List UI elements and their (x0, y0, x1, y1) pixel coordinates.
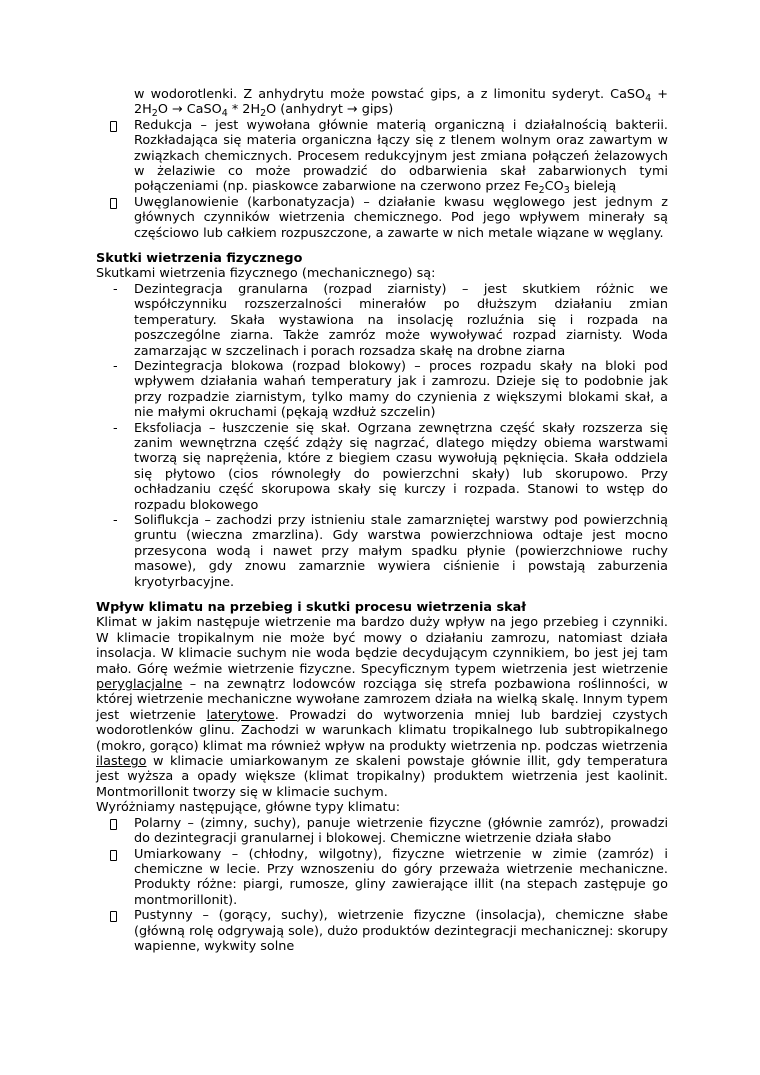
section-heading: Wpływ klimatu na przebieg i skutki procesu wietrzenia skał (96, 600, 527, 615)
list-item-text: Polarny – (zimny, suchy), panuje wietrzenie fizyczne (głównie zamróz), prowadzi do dezintegracji granularnej i blokowej. Chemiczne wietrzenie działa słabo (134, 815, 668, 847)
bullet-box-icon (110, 195, 134, 213)
list-item-text: Redukcja – jest wywołana głównie materią organiczną i działalnością bakterii. Rozkładająca się materia organiczna łączy się z tlenem wolnym oraz zawartym w związkach chemicznych. Procesem redukcyjnym jest zmiana połączeń żelazowych w żelaziwie co może prowadzić do odbarwienia skał zabarwionych tymi połączeniami (np. piaskowce zabarwione na czerwono przez Fe2CO3 bieleją (134, 117, 668, 196)
dash-icon: - (113, 420, 118, 436)
bullet-box-icon (110, 908, 134, 926)
list-item-text: Soliflukcja – zachodzi przy istnieniu stale zamarzniętej warstwy pod powierzchnią gruntu (wieczna zmarzlina). Gdy warstwa powierzchniowa odtaje jest mocno przesycona wodą i nawet przy małym spadku płynie (powierzchniowe ruchy masowe), gdy znowu zamarznie wywiera ciśnienie i powstają zaburzenia kryotyrbacyjne. (134, 512, 668, 590)
box-glyph-shape (110, 121, 117, 132)
subscript-text: 2 (151, 107, 158, 119)
box-glyph-shape (110, 911, 117, 922)
list-item (96, 908, 668, 954)
list-item-text: Umiarkowany – (chłodny, wilgotny), fizyczne wietrzenie w zimie (zamróz) i chemiczne w lecie. Przy wznoszeniu do góry przeważa wietrzenie mechaniczne. Produkty różne: piargi, rumosze, gliny zawierające illit (na stepach zastępuje go montmorillonit). (134, 846, 668, 908)
list-item (96, 421, 668, 513)
dash-icon: - (113, 358, 118, 374)
list-item (96, 513, 668, 590)
bullet-box-icon (110, 118, 134, 136)
dash-icon: - (113, 281, 118, 297)
subscript-text: 4 (221, 107, 228, 119)
box-glyph-shape (110, 819, 117, 830)
subscript-text: 2 (538, 184, 545, 196)
list-item-text: Dezintegracja granularna (rozpad ziarnisty) – jest skutkiem różnic we współczynniku rozszerzalności minerałów po dłuższym działaniu zmian temperatury. Skała wystawiona na insolację rozluźnia się i rozpada na poszczególne ziarna. Także zamróz może wywoływać rozpad ziarnisty. Woda zamarzając w szczelinach i porach rozsadza skałę na drobne ziarna (134, 281, 668, 359)
bullet-box-icon (110, 847, 134, 865)
bullet-box-icon (110, 816, 134, 834)
list-item-text: Eksfoliacja – łuszczenie się skał. Ogrzana zewnętrzna część skały rozszerza się zanim wewnętrzna część zdąży się nagrzać, dlatego między obiema warstwami tworzą się naprężenia, które z biegiem czasu wywołują pęknięcia. Skała oddziela się płytowo (cios równoległy do powierzchni skały) lub skorupowo. Przy ochładzaniu część skorupowa skały się kurczy i rozpada. Stanowi to wstęp do rozpadu blokowego (134, 420, 668, 513)
paragraph: Skutkami wietrzenia fizycznego (mechanicznego) są: (96, 266, 436, 282)
box-glyph-shape (110, 850, 117, 861)
list-item (96, 847, 668, 909)
paragraph: Wyróżniamy następujące, główne typy klimatu: (96, 800, 401, 816)
list-item (96, 195, 668, 241)
dash-icon: - (113, 512, 118, 528)
underlined-term: laterytowe (206, 707, 275, 723)
list-item-text: Dezintegracja blokowa (rozpad blokowy) – proces rozpadu skały na bloki pod wpływem działania wahań temperatury jak i zamrozu. Dzieje się to podobnie jak przy rozpadzie ziarnistym, tylko mamy do czynienia z większymi blokami skał, a nie małymi okruchami (pękają wzdłuż szczelin) (134, 358, 668, 421)
paragraph: Klimat w jakim następuje wietrzenie ma bardzo duży wpływ na jego przebieg i czynniki. W klimacie tropikalnym nie może być mowy o działaniu zamrozu, natomiast działa insolacja. W klimacie suchym nie woda będzie decydującym czynnikiem, bo jest jej tam mało. Górę weźmie wietrzenie fizyczne. Specyficznym typem wietrzenia jest wietrzenie peryglacjalne – na zewnątrz lodowców rozciąga się strefa pozbawiona roślinności, w której wietrzenie mechaniczne wywołane zamrozem działa na wielką skalę. Innym typem jest wietrzenie laterytowe. Prowadzi do wytworzenia mniej lub bardziej czystych wodorotlenków glinu. Zachodzi w warunkach klimatu tropikalnego lub subtropikalnego (mokro, gorąco) klimat ma również wpływ na produkty wietrzenia np. podczas wietrzenia ilastego w klimacie umiarkowanym ze skaleni powstaje głównie illit, gdy temperatura jest wyższa a opady większe (klimat tropikalny) produktem wietrzenia jest kaolinit. Montmorillonit tworzy się w klimacie suchym. (96, 615, 668, 800)
subscript-text: 4 (645, 92, 652, 104)
subscript-text: 3 (563, 184, 570, 196)
list-item-text: Pustynny – (gorący, suchy), wietrzenie fizyczne (insolacja), chemiczne słabe (główną rolę odgrywają sole), dużo produktów dezintegracji mechanicznej: skorupy wapienne, wykwity solne (134, 908, 668, 954)
list-item (96, 118, 668, 195)
list-item (96, 359, 668, 421)
list-item (96, 282, 668, 359)
section-heading: Skutki wietrzenia fizycznego (96, 251, 303, 267)
paragraph: w wodorotlenki. Z anhydrytu może powstać gips, a z limonitu syderyt. CaSO4 + 2H2O → CaSO4 * 2H2O (anhydryt → gips) (134, 87, 669, 119)
underlined-term: peryglacjalne (96, 677, 183, 693)
list-item (96, 816, 668, 847)
box-glyph-shape (110, 198, 117, 209)
subscript-text: 2 (260, 107, 267, 119)
list-item-text: Uwęglanowienie (karbonatyzacja) – działanie kwasu węglowego jest jednym z głównych czynników wietrzenia chemicznego. Pod jego wpływem minerały są częściowo lub całkiem rozpuszczone, a zawarte w nich metale wiązane w węglany. (134, 194, 668, 241)
underlined-term: ilastego (96, 754, 147, 770)
